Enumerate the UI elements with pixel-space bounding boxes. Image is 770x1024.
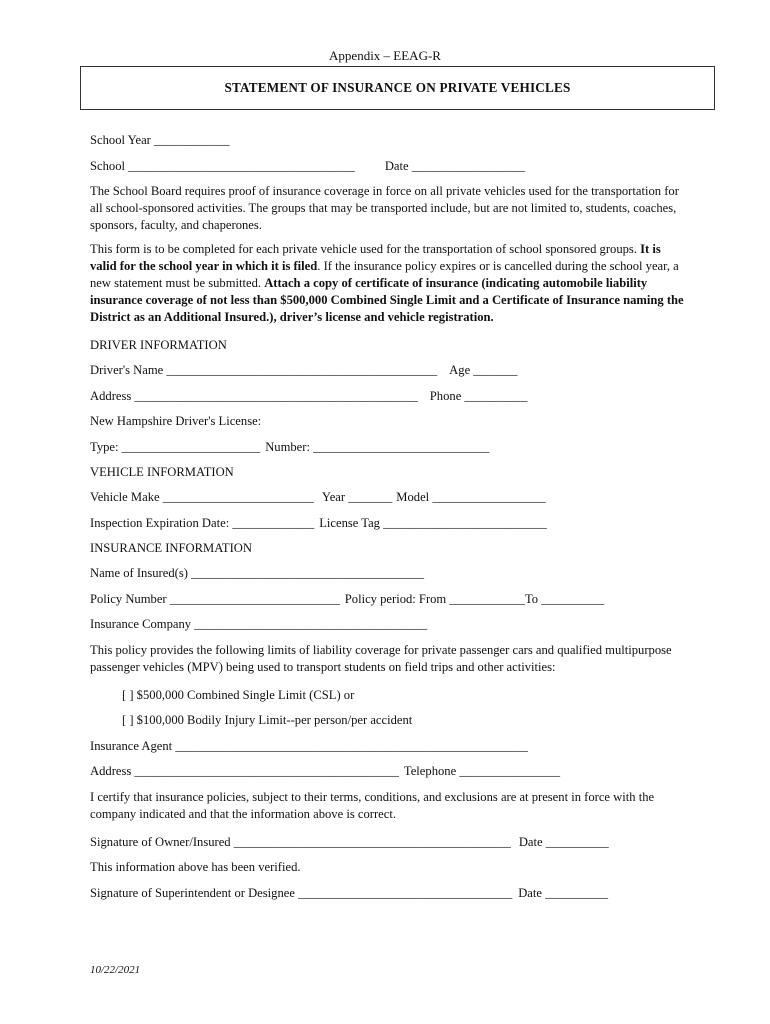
- inspection-date-field[interactable]: Inspection Expiration Date: _____________: [90, 515, 315, 530]
- school-date-row: [90, 154, 690, 180]
- driver-age-field[interactable]: Age _______: [449, 363, 518, 378]
- driver-heading: DRIVER INFORMATION: [90, 338, 227, 352]
- option-bodily-injury-checkbox[interactable]: [ ] $100,000 Bodily Injury Limit--per person/per accident: [122, 713, 413, 728]
- agent-address-field[interactable]: Address __________________________________________: [90, 764, 399, 779]
- policy-period-to-field[interactable]: To __________: [524, 591, 605, 606]
- owner-signature-row: [90, 830, 690, 856]
- option-csl-row: [90, 683, 690, 709]
- policy-period-from-field[interactable]: Policy period: From ____________: [344, 591, 525, 606]
- title-box: [80, 66, 715, 110]
- insurance-agent-field[interactable]: Insurance Agent ________________________________________________________: [90, 738, 528, 753]
- form-instructions-paragraph: [90, 241, 690, 326]
- vehicle-make-field[interactable]: Vehicle Make ________________________: [90, 490, 314, 505]
- vehicle-heading: VEHICLE INFORMATION: [90, 465, 234, 479]
- insurance-company-row: [90, 612, 690, 638]
- driver-name-field[interactable]: Driver's Name ___________________________________________: [90, 363, 438, 378]
- superintendent-signature-field[interactable]: Signature of Superintendent or Designee __________________________________: [90, 885, 513, 900]
- policy-number-field[interactable]: Policy Number ___________________________: [90, 591, 340, 606]
- owner-date-field[interactable]: Date __________: [518, 834, 609, 849]
- insurance-agent-row: [90, 734, 690, 760]
- license-label: New Hampshire Driver's License:: [90, 414, 262, 429]
- insurance-heading: INSURANCE INFORMATION: [90, 541, 252, 555]
- certification-paragraph: I certify that insurance policies, subject to their terms, conditions, and exclusions are at present in force with the company indicated and that the information above is correct.: [90, 789, 655, 821]
- insured-name-field[interactable]: Name of Insured(s) _____________________________________: [90, 566, 425, 581]
- instructions-text-2: . If the insurance policy expires or is cancelled during the school year, a new statement must be submitted.: [90, 259, 679, 290]
- agent-telephone-field[interactable]: Telephone ________________: [403, 764, 561, 779]
- footer-date: 10/22/2021: [90, 964, 141, 976]
- instructions-text-1: This form is to be completed for each private vehicle used for the transportation of school sponsored groups.: [90, 242, 641, 256]
- attachment-notice: Attach a copy of certificate of insurance (indicating automobile liability insurance coverage of not less than $500,000 Combined Single Limit and a Certificate of Insurance naming the District as an Additional Insured.), driver’s license and vehicle registration.: [90, 276, 684, 324]
- inspection-row: [90, 511, 690, 537]
- validity-notice: It is valid for the school year in which it is filed: [90, 242, 661, 273]
- driver-name-row: [90, 358, 690, 384]
- insured-name-row: [90, 561, 690, 587]
- vehicle-make-row: [90, 485, 690, 511]
- license-row: [90, 409, 690, 435]
- date-field[interactable]: Date __________________: [384, 158, 526, 173]
- insurance-company-field[interactable]: Insurance Company _____________________________________: [90, 617, 428, 632]
- limits-paragraph: This policy provides the following limits of liability coverage for private passenger cars and qualified multipurpose passenger vehicles (MPV) being used to transport students on field trips and other activities:: [90, 642, 672, 674]
- vehicle-year-field[interactable]: Year _______: [321, 490, 393, 505]
- license-tag-field[interactable]: License Tag __________________________: [319, 515, 547, 530]
- driver-address-field[interactable]: Address _____________________________________________: [90, 388, 418, 403]
- appendix-label: Appendix – EEAG-R: [329, 48, 441, 63]
- school-year-row: [90, 128, 690, 154]
- verified-row: [90, 855, 690, 881]
- school-field[interactable]: School ____________________________________: [90, 158, 355, 173]
- school-year-field[interactable]: School Year ____________: [90, 133, 230, 148]
- agent-address-row: [90, 759, 690, 785]
- verified-statement: This information above has been verified.: [90, 860, 301, 875]
- option-bodily-injury-row: [90, 708, 690, 734]
- option-csl-checkbox[interactable]: [ ] $500,000 Combined Single Limit (CSL) or: [122, 687, 355, 702]
- driver-phone-field[interactable]: Phone __________: [429, 388, 528, 403]
- form-body: [90, 128, 690, 906]
- superintendent-signature-row: [90, 881, 690, 907]
- license-type-row: [90, 435, 690, 461]
- document-title: STATEMENT OF INSURANCE ON PRIVATE VEHICLES: [224, 80, 571, 96]
- superintendent-date-field[interactable]: Date __________: [518, 885, 609, 900]
- intro-paragraph: The School Board requires proof of insurance coverage in force on all private vehicles used for the transportation for all school-sponsored activities. The groups that may be transported include, but are not limited to, students, coaches, sponsors, faculty, and chaperones.: [90, 184, 679, 232]
- driver-address-row: [90, 384, 690, 410]
- vehicle-model-field[interactable]: Model __________________: [396, 490, 546, 505]
- owner-signature-field[interactable]: Signature of Owner/Insured ____________________________________________: [90, 834, 511, 849]
- license-number-field[interactable]: Number: ____________________________: [265, 439, 490, 454]
- license-type-field[interactable]: Type: ______________________: [90, 439, 261, 454]
- policy-row: [90, 587, 690, 613]
